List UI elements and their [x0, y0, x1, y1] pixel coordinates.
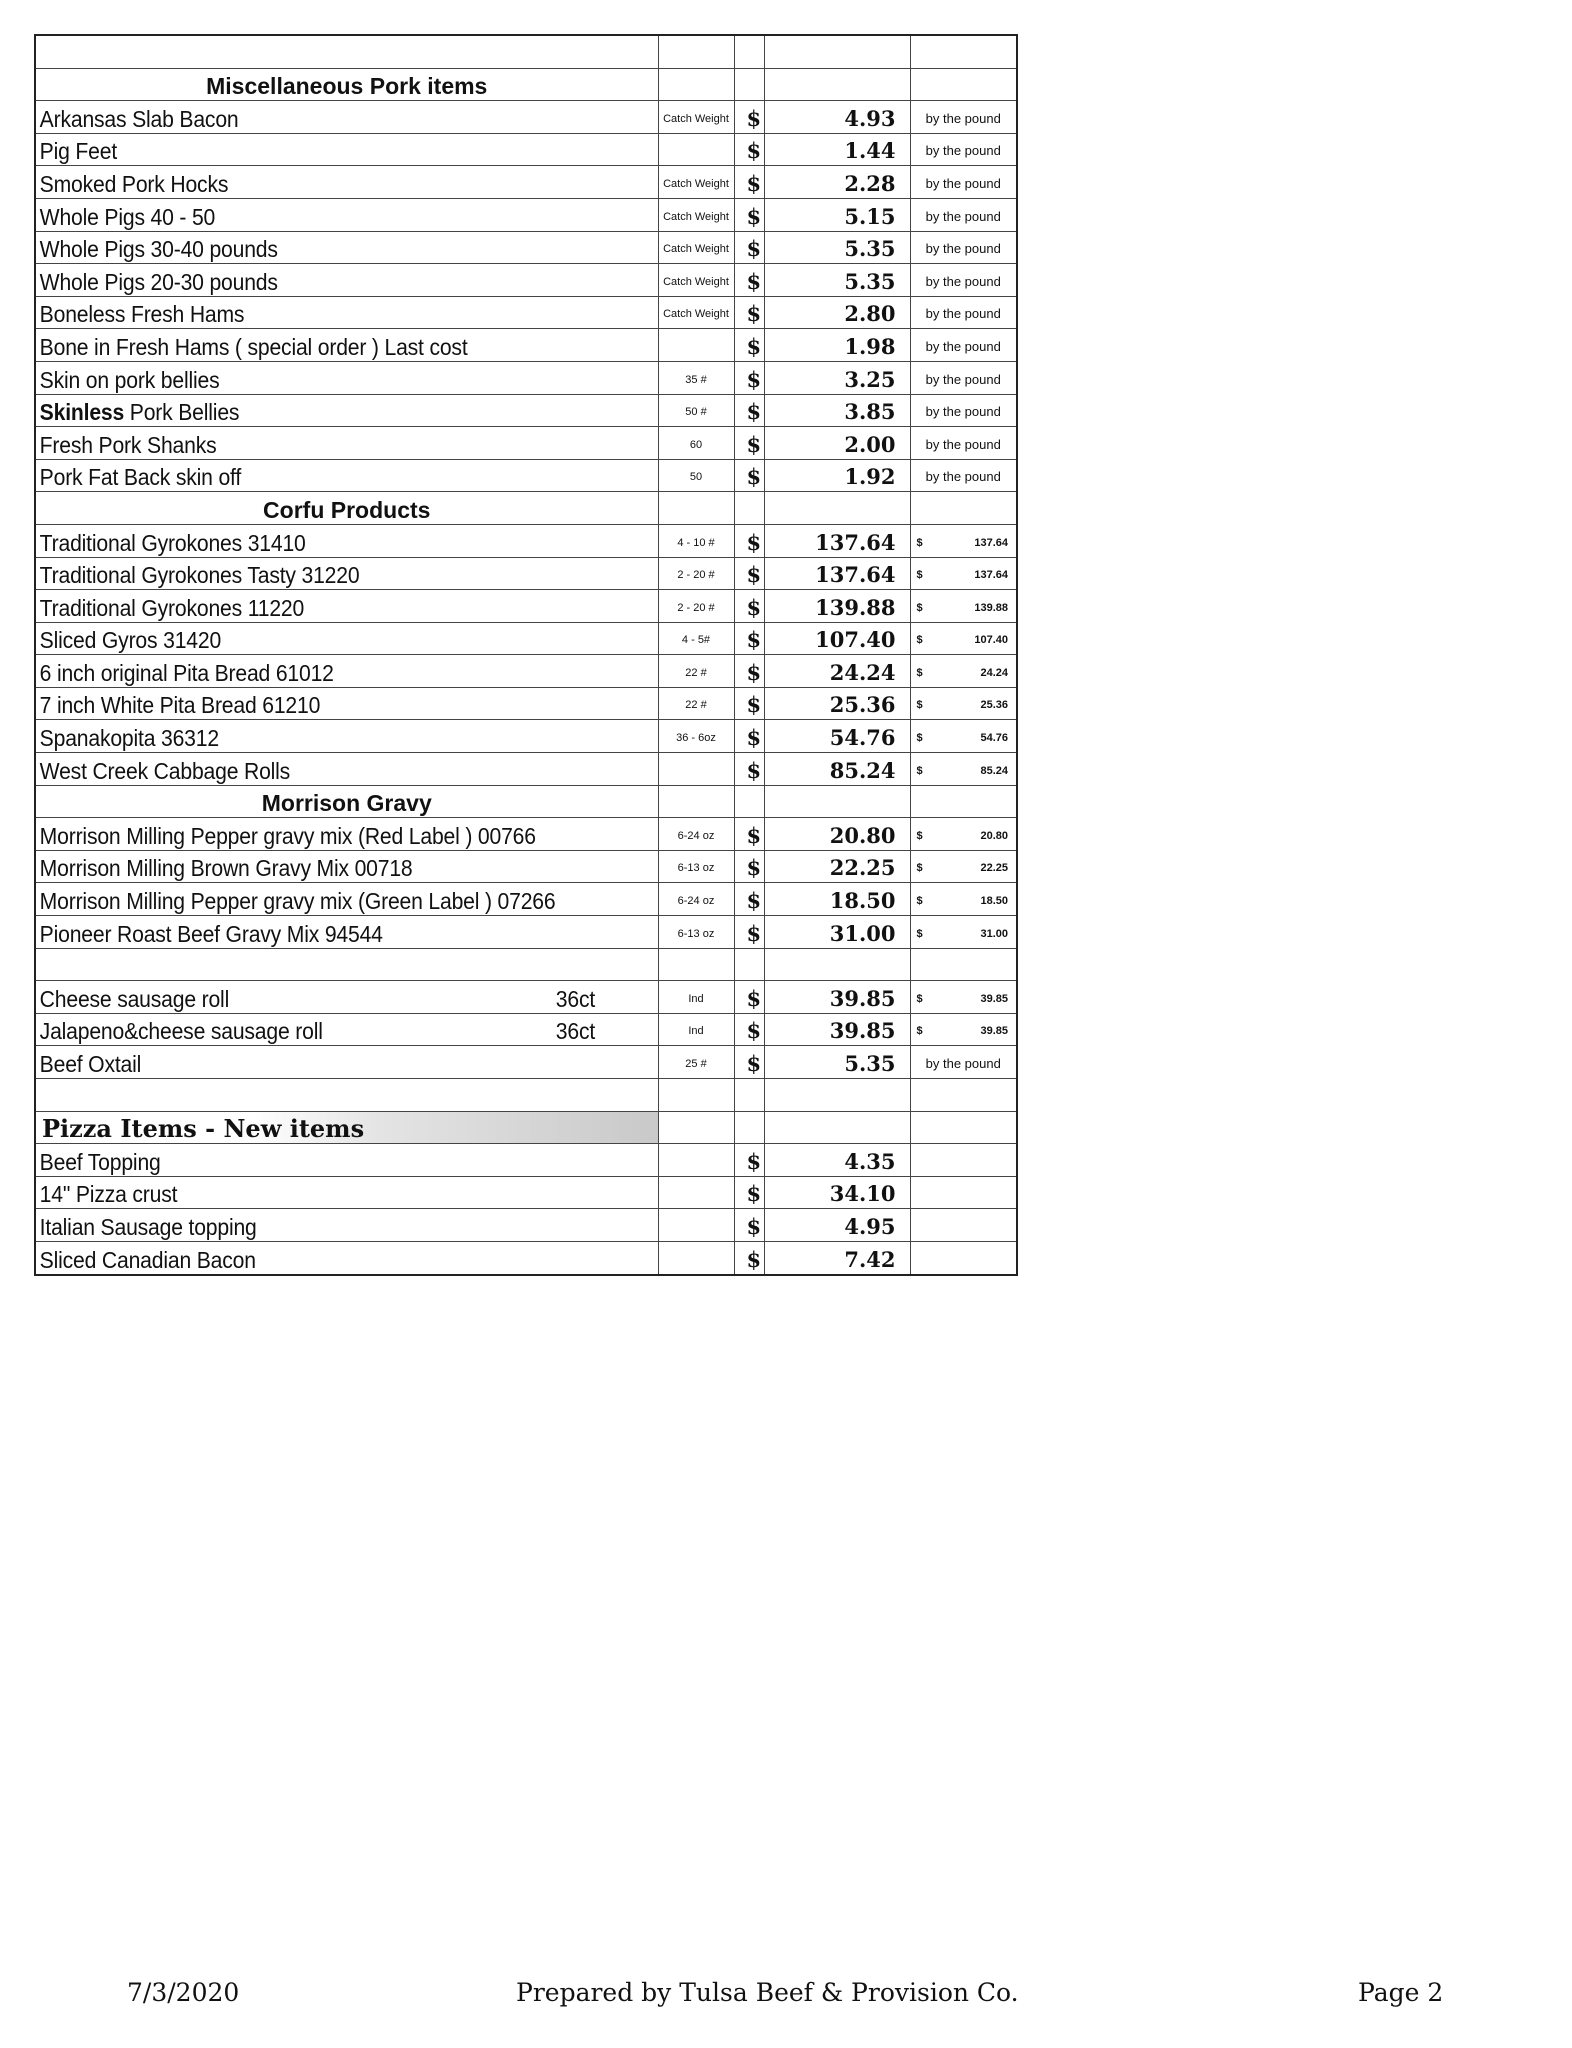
price-unit: by the pound: [910, 394, 1016, 427]
currency-symbol: $: [734, 329, 764, 362]
pack-size: 60: [658, 427, 734, 460]
table-row: [36, 622, 1016, 655]
item-name-cell: [36, 655, 658, 688]
table-row: [36, 198, 1016, 231]
pizza-header-row: [36, 1111, 1016, 1144]
case-currency-symbol: $: [916, 601, 923, 614]
table-row: [36, 231, 1016, 264]
item-name: West Creek Cabbage Rolls: [39, 757, 291, 784]
empty-cell: [734, 1111, 764, 1144]
case-price-cell: [910, 687, 1016, 720]
case-currency-symbol: $: [916, 699, 923, 712]
unit-price: 5.35: [764, 231, 910, 264]
footer-date: 7/3/2020: [127, 1978, 240, 2007]
case-price: 137.64: [974, 536, 1008, 549]
item-name: 6 inch original Pita Bread 61012: [39, 659, 334, 686]
case-currency-symbol: $: [916, 536, 923, 549]
pack-size: 6-13 oz: [658, 850, 734, 883]
table-row: [36, 850, 1016, 883]
pack-size: 35 #: [658, 361, 734, 394]
empty-cell: [36, 36, 658, 68]
case-price: 107.40: [974, 634, 1008, 647]
currency-symbol: $: [734, 850, 764, 883]
item-name: Skin on pork bellies: [39, 366, 220, 393]
case-price-cell: [910, 916, 1016, 949]
item-name-rest: Pork Bellies: [124, 399, 240, 426]
item-name: Boneless Fresh Hams: [39, 301, 245, 328]
currency-symbol: $: [734, 1176, 764, 1209]
item-name-text: Cheese sausage roll: [39, 985, 230, 1012]
price-unit: by the pound: [910, 231, 1016, 264]
unit-price: 20.80: [764, 818, 910, 851]
item-name: Morrison Milling Pepper gravy mix (Green Label ) 07266: [39, 888, 556, 915]
currency-symbol: $: [734, 1013, 764, 1046]
unit-price: 3.85: [764, 394, 910, 427]
unit-price: 5.15: [764, 198, 910, 231]
case-currency-symbol: $: [916, 862, 923, 875]
currency-symbol: $: [734, 883, 764, 916]
unit-price: 2.00: [764, 427, 910, 460]
item-name-bold: Skinless: [39, 399, 125, 426]
unit-price: 137.64: [764, 524, 910, 557]
pack-size: Catch Weight: [658, 264, 734, 297]
table-row: [36, 1176, 1016, 1209]
empty-cell: [910, 785, 1016, 818]
item-name-cell: [36, 198, 658, 231]
case-price-cell: [910, 590, 1016, 623]
item-name-cell: [36, 883, 658, 916]
pack-size: [658, 329, 734, 362]
unit-price: 4.93: [764, 101, 910, 134]
empty-cell: [764, 68, 910, 101]
table-row: [36, 427, 1016, 460]
unit-price: 5.35: [764, 264, 910, 297]
section-header-row: [36, 785, 1016, 818]
currency-symbol: $: [734, 101, 764, 134]
case-price-cell: [910, 818, 1016, 851]
pack-size: Ind: [658, 981, 734, 1014]
case-currency-symbol: $: [916, 764, 923, 777]
pack-size: Catch Weight: [658, 101, 734, 134]
price-unit: by the pound: [910, 296, 1016, 329]
case-price-cell: [910, 981, 1016, 1014]
item-name: Fresh Pork Shanks: [39, 431, 217, 458]
unit-price: 4.95: [764, 1209, 910, 1242]
currency-symbol: $: [734, 1241, 764, 1273]
pack-size: 2 - 20 #: [658, 557, 734, 590]
item-name: [36, 1017, 658, 1045]
currency-symbol: $: [734, 622, 764, 655]
case-currency-symbol: $: [916, 569, 923, 582]
currency-symbol: $: [734, 198, 764, 231]
currency-symbol: $: [734, 590, 764, 623]
section-header-row: [36, 492, 1016, 525]
item-name-cell: [36, 850, 658, 883]
pack-size: 4 - 10 #: [658, 524, 734, 557]
currency-symbol: $: [734, 818, 764, 851]
pack-size: Catch Weight: [658, 296, 734, 329]
table-row: [36, 557, 1016, 590]
empty-cell: [764, 785, 910, 818]
case-price-cell: [910, 883, 1016, 916]
empty-cell: [36, 948, 658, 981]
currency-symbol: $: [734, 1046, 764, 1079]
top-blank-row: [36, 36, 1016, 68]
currency-symbol: $: [734, 1209, 764, 1242]
empty-cell: [910, 1079, 1016, 1112]
empty-cell: [910, 948, 1016, 981]
unit-price: 1.44: [764, 133, 910, 166]
item-name-cell: [36, 1013, 658, 1046]
pack-size: 22 #: [658, 687, 734, 720]
table-row: [36, 655, 1016, 688]
unit-price: 107.40: [764, 622, 910, 655]
item-name-cell: [36, 166, 658, 199]
item-count: 36ct: [555, 1018, 596, 1045]
table-row: [36, 361, 1016, 394]
unit-price: 4.35: [764, 1144, 910, 1177]
pack-size: [658, 1144, 734, 1177]
case-price-cell: [910, 850, 1016, 883]
pizza-section-title: Pizza Items - New items: [36, 1111, 658, 1144]
item-name-cell: [36, 818, 658, 851]
empty-cell: [764, 492, 910, 525]
case-price-cell: [910, 524, 1016, 557]
item-name-cell: [36, 981, 658, 1014]
currency-symbol: $: [734, 981, 764, 1014]
item-name-cell: [36, 557, 658, 590]
pack-size: 6-24 oz: [658, 818, 734, 851]
pack-size: 22 #: [658, 655, 734, 688]
price-unit: by the pound: [910, 329, 1016, 362]
price-unit: by the pound: [910, 166, 1016, 199]
case-currency-symbol: $: [916, 992, 923, 1005]
unit-price: 85.24: [764, 753, 910, 786]
table-row: [36, 133, 1016, 166]
item-name-cell: [36, 622, 658, 655]
item-name: Pig Feet: [39, 138, 118, 165]
unit-price: 2.80: [764, 296, 910, 329]
item-name: Sliced Gyros 31420: [39, 627, 222, 654]
case-price: 20.80: [980, 829, 1008, 842]
item-name-cell: [36, 459, 658, 492]
empty-cell: [658, 68, 734, 101]
table-row: [36, 916, 1016, 949]
empty-cell: [734, 68, 764, 101]
pack-size: 6-13 oz: [658, 916, 734, 949]
currency-symbol: $: [734, 557, 764, 590]
table-row: [36, 101, 1016, 134]
case-price: 139.88: [974, 601, 1008, 614]
table-row: [36, 264, 1016, 297]
pack-size: Catch Weight: [658, 231, 734, 264]
case-price: 25.36: [980, 699, 1008, 712]
pack-size: Catch Weight: [658, 198, 734, 231]
item-name-cell: [36, 753, 658, 786]
item-name: 7 inch White Pita Bread 61210: [39, 692, 321, 719]
case-price: 137.64: [974, 569, 1008, 582]
empty-cell: [764, 948, 910, 981]
item-name: [36, 985, 658, 1013]
table-row: [36, 394, 1016, 427]
item-name: Traditional Gyrokones 11220: [39, 594, 305, 621]
item-name: Pork Fat Back skin off: [39, 464, 242, 491]
table-row: [36, 1013, 1016, 1046]
table-row: [36, 329, 1016, 362]
currency-symbol: $: [734, 753, 764, 786]
case-currency-symbol: $: [916, 634, 923, 647]
case-price: 31.00: [980, 927, 1008, 940]
table-row: [36, 687, 1016, 720]
empty-cell: [734, 785, 764, 818]
item-name-cell: [36, 720, 658, 753]
table-row: [36, 590, 1016, 623]
empty-cell: [764, 1079, 910, 1112]
item-name: Whole Pigs 20-30 pounds: [39, 268, 278, 295]
item-name: [36, 398, 658, 426]
currency-symbol: $: [734, 524, 764, 557]
item-name-cell: [36, 264, 658, 297]
currency-symbol: $: [734, 655, 764, 688]
unit-price: 25.36: [764, 687, 910, 720]
empty-cell: [764, 36, 910, 68]
table-row: [36, 720, 1016, 753]
table-row: [36, 1046, 1016, 1079]
empty-cell: [36, 1079, 658, 1112]
empty-cell: [658, 1079, 734, 1112]
item-name-cell: [36, 524, 658, 557]
unit-price: 1.98: [764, 329, 910, 362]
case-price-cell: [910, 720, 1016, 753]
currency-symbol: $: [734, 916, 764, 949]
table-row: [36, 981, 1016, 1014]
unit-price: 39.85: [764, 1013, 910, 1046]
empty-cell: [910, 1209, 1016, 1242]
footer-prepared-by: Prepared by Tulsa Beef & Provision Co.: [516, 1978, 1019, 2007]
currency-symbol: $: [734, 687, 764, 720]
empty-cell: [910, 1176, 1016, 1209]
currency-symbol: $: [734, 361, 764, 394]
empty-cell: [910, 492, 1016, 525]
item-name-cell: [36, 1209, 658, 1242]
price-unit: by the pound: [910, 1046, 1016, 1079]
currency-symbol: $: [734, 166, 764, 199]
unit-price: 24.24: [764, 655, 910, 688]
item-name: Morrison Milling Brown Gravy Mix 00718: [39, 855, 413, 882]
unit-price: 31.00: [764, 916, 910, 949]
item-name: Morrison Milling Pepper gravy mix (Red Label ) 00766: [39, 822, 536, 849]
empty-cell: [658, 492, 734, 525]
footer-page-number: Page 2: [1358, 1978, 1444, 2007]
section-header-row: [36, 68, 1016, 101]
item-name-text: Jalapeno&cheese sausage roll: [39, 1018, 323, 1045]
spacer-row: [36, 948, 1016, 981]
unit-price: 5.35: [764, 1046, 910, 1079]
case-price-cell: [910, 557, 1016, 590]
price-unit: by the pound: [910, 361, 1016, 394]
item-name: Traditional Gyrokones 31410: [39, 529, 306, 556]
unit-price: 22.25: [764, 850, 910, 883]
item-name: Beef Topping: [39, 1148, 161, 1175]
pack-size: 6-24 oz: [658, 883, 734, 916]
case-price: 22.25: [980, 862, 1008, 875]
empty-cell: [734, 36, 764, 68]
case-price: 85.24: [980, 764, 1008, 777]
case-price: 24.24: [980, 666, 1008, 679]
item-name-cell: [36, 1176, 658, 1209]
empty-cell: [910, 1241, 1016, 1273]
item-name-cell: [36, 133, 658, 166]
pack-size: 2 - 20 #: [658, 590, 734, 623]
table-row: [36, 1241, 1016, 1273]
case-price: 54.76: [980, 732, 1008, 745]
pack-size: [658, 1241, 734, 1273]
unit-price: 139.88: [764, 590, 910, 623]
unit-price: 39.85: [764, 981, 910, 1014]
item-name-cell: [36, 296, 658, 329]
case-currency-symbol: $: [916, 895, 923, 908]
price-unit: by the pound: [910, 133, 1016, 166]
empty-cell: [734, 948, 764, 981]
empty-cell: [734, 492, 764, 525]
case-price: 39.85: [980, 1025, 1008, 1038]
pack-size: Ind: [658, 1013, 734, 1046]
table-row: [36, 1144, 1016, 1177]
section-title: Morrison Gravy: [36, 785, 658, 818]
empty-cell: [764, 1111, 910, 1144]
currency-symbol: $: [734, 133, 764, 166]
item-name: Pioneer Roast Beef Gravy Mix 94544: [39, 920, 383, 947]
pack-size: 4 - 5#: [658, 622, 734, 655]
pack-size: [658, 1176, 734, 1209]
case-price-cell: [910, 655, 1016, 688]
item-name: Italian Sausage topping: [39, 1213, 257, 1240]
table-row: [36, 459, 1016, 492]
item-name: Bone in Fresh Hams ( special order ) Last cost: [39, 333, 468, 360]
price-unit: by the pound: [910, 427, 1016, 460]
pack-size: Catch Weight: [658, 166, 734, 199]
price-unit: by the pound: [910, 198, 1016, 231]
case-price-cell: [910, 753, 1016, 786]
item-name-cell: [36, 394, 658, 427]
pack-size: 25 #: [658, 1046, 734, 1079]
item-name: Traditional Gyrokones Tasty 31220: [39, 562, 360, 589]
unit-price: 3.25: [764, 361, 910, 394]
item-name-cell: [36, 427, 658, 460]
currency-symbol: $: [734, 459, 764, 492]
empty-cell: [658, 948, 734, 981]
price-unit: by the pound: [910, 264, 1016, 297]
unit-price: 1.92: [764, 459, 910, 492]
item-name-cell: [36, 1144, 658, 1177]
item-name-cell: [36, 329, 658, 362]
item-name: Smoked Pork Hocks: [39, 170, 229, 197]
unit-price: 7.42: [764, 1241, 910, 1273]
empty-cell: [658, 36, 734, 68]
case-price-cell: [910, 622, 1016, 655]
empty-cell: [734, 1079, 764, 1112]
empty-cell: [910, 68, 1016, 101]
unit-price: 18.50: [764, 883, 910, 916]
item-name-cell: [36, 687, 658, 720]
item-name: Whole Pigs 40 - 50: [39, 203, 216, 230]
empty-cell: [910, 1144, 1016, 1177]
currency-symbol: $: [734, 720, 764, 753]
item-name: 14" Pizza crust: [39, 1181, 178, 1208]
item-name-cell: [36, 101, 658, 134]
section-title: Corfu Products: [36, 492, 658, 525]
empty-cell: [658, 785, 734, 818]
item-name-cell: [36, 361, 658, 394]
item-name: Spanakopita 36312: [39, 725, 219, 752]
item-name-cell: [36, 231, 658, 264]
case-price: 18.50: [980, 895, 1008, 908]
item-name-cell: [36, 590, 658, 623]
table-row: [36, 296, 1016, 329]
empty-cell: [910, 1111, 1016, 1144]
item-count: 36ct: [555, 985, 596, 1012]
price-unit: by the pound: [910, 101, 1016, 134]
item-name: Beef Oxtail: [39, 1051, 142, 1077]
item-name: Sliced Canadian Bacon: [39, 1246, 256, 1273]
case-currency-symbol: $: [916, 666, 923, 679]
currency-symbol: $: [734, 394, 764, 427]
case-currency-symbol: $: [916, 927, 923, 940]
unit-price: 137.64: [764, 557, 910, 590]
pack-size: 50: [658, 459, 734, 492]
table-row: [36, 753, 1016, 786]
price-list-table: [34, 34, 1018, 1276]
case-price-cell: [910, 1013, 1016, 1046]
pack-size: 50 #: [658, 394, 734, 427]
unit-price: 54.76: [764, 720, 910, 753]
table-row: [36, 524, 1016, 557]
unit-price: 2.28: [764, 166, 910, 199]
item-name: Whole Pigs 30-40 pounds: [39, 236, 278, 263]
item-name-cell: [36, 1241, 658, 1273]
case-currency-symbol: $: [916, 732, 923, 745]
empty-cell: [658, 1111, 734, 1144]
pack-size: [658, 133, 734, 166]
currency-symbol: $: [734, 427, 764, 460]
table-row: [36, 166, 1016, 199]
currency-symbol: $: [734, 296, 764, 329]
table-row: [36, 818, 1016, 851]
price-unit: by the pound: [910, 459, 1016, 492]
spacer-row: [36, 1079, 1016, 1112]
currency-symbol: $: [734, 231, 764, 264]
section-title: Miscellaneous Pork items: [36, 68, 658, 101]
item-name-cell: [36, 1046, 658, 1079]
table-row: [36, 1209, 1016, 1242]
pack-size: [658, 753, 734, 786]
case-price: 39.85: [980, 992, 1008, 1005]
pack-size: 36 - 6oz: [658, 720, 734, 753]
table-row: [36, 883, 1016, 916]
empty-cell: [910, 36, 1016, 68]
case-currency-symbol: $: [916, 829, 923, 842]
currency-symbol: $: [734, 264, 764, 297]
case-currency-symbol: $: [916, 1025, 923, 1038]
pack-size: [658, 1209, 734, 1242]
unit-price: 34.10: [764, 1176, 910, 1209]
item-name-cell: [36, 916, 658, 949]
item-name: Arkansas Slab Bacon: [39, 105, 239, 132]
currency-symbol: $: [734, 1144, 764, 1177]
